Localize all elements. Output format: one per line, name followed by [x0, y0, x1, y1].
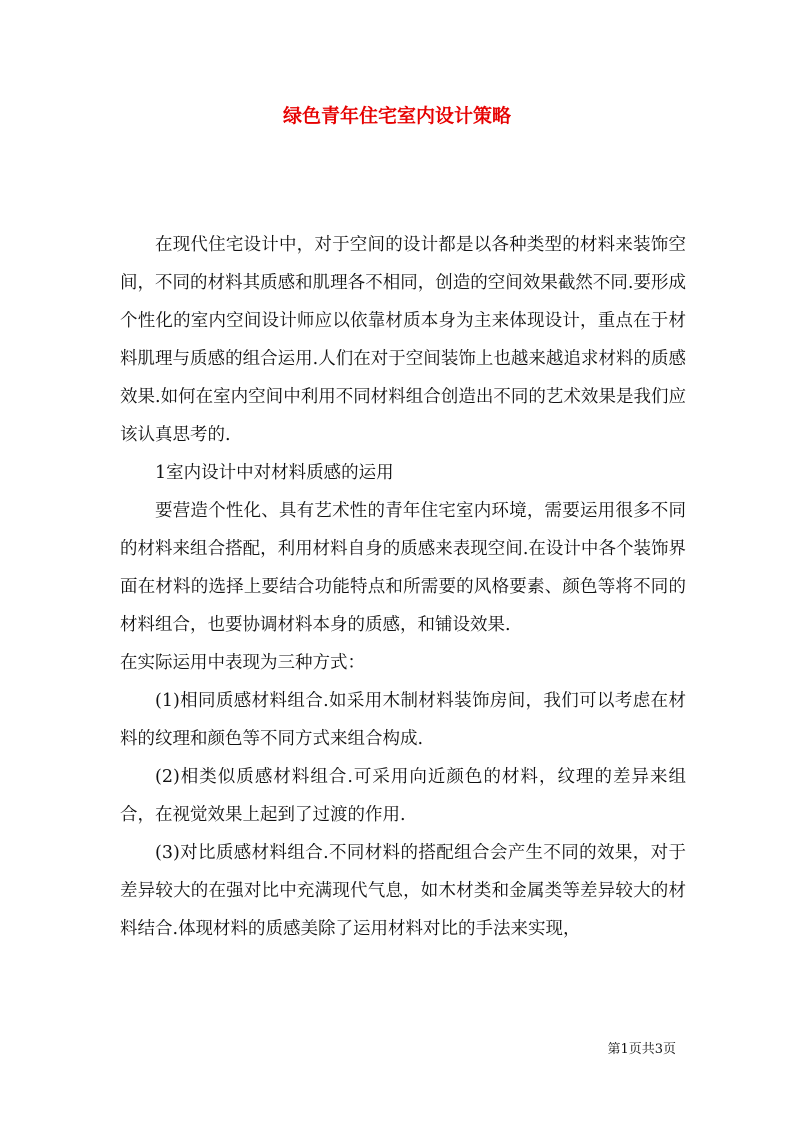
page-number: 第1页共3页	[607, 1042, 676, 1057]
paragraph-three-methods: 在实际运用中表现为三种方式：	[120, 653, 365, 673]
list-item-same-texture: (1)相同质感材料组合.如采用木制材料装饰房间，我们可以考虑在材料的纹理和颜色等不同方式来组合构成.	[120, 691, 686, 749]
paragraph-intro: 在现代住宅设计中，对于空间的设计都是以各种类型的材料来装饰空间，不同的材料其质感和肌理各不相同，创造的空间效果截然不同.要形成个性化的室内空间设计师应以依靠材质本身为主来体现设计，重点在于材料肌理与质感的组合运用.人们在对于空间装饰上也越来越追求材料的质感效果.如何在室内空间中利用不同材料组合创造出不同的艺术效果是我们应该认真思考的.	[120, 235, 686, 445]
paragraph-material-combination: 要营造个性化、具有艺术性的青年住宅室内环境，需要运用很多不同的材料来组合搭配，利用材料自身的质感来表现空间.在设计中各个装饰界面在材料的选择上要结合功能特点和所需要的风格要素、颜色等将不同的材料组合，也要协调材料本身的质感，和铺设效果.	[120, 501, 686, 635]
list-item-similar-texture: (2)相类似质感材料组合.可采用向近颜色的材料，纹理的差异来组合，在视觉效果上起到了过渡的作用.	[120, 767, 686, 825]
section-heading: 1室内设计中对材料质感的运用	[155, 463, 394, 483]
body-text	[120, 226, 686, 948]
list-item-contrast-texture: (3)对比质感材料组合.不同材料的搭配组合会产生不同的效果，对于差异较大的在强对比中充满现代气息，如木材类和金属类等差异较大的材料结合.体现材料的质感美除了运用材料对比的手法来实现，	[120, 843, 686, 939]
page-title: 绿色青年住宅室内设计策略	[282, 105, 511, 127]
